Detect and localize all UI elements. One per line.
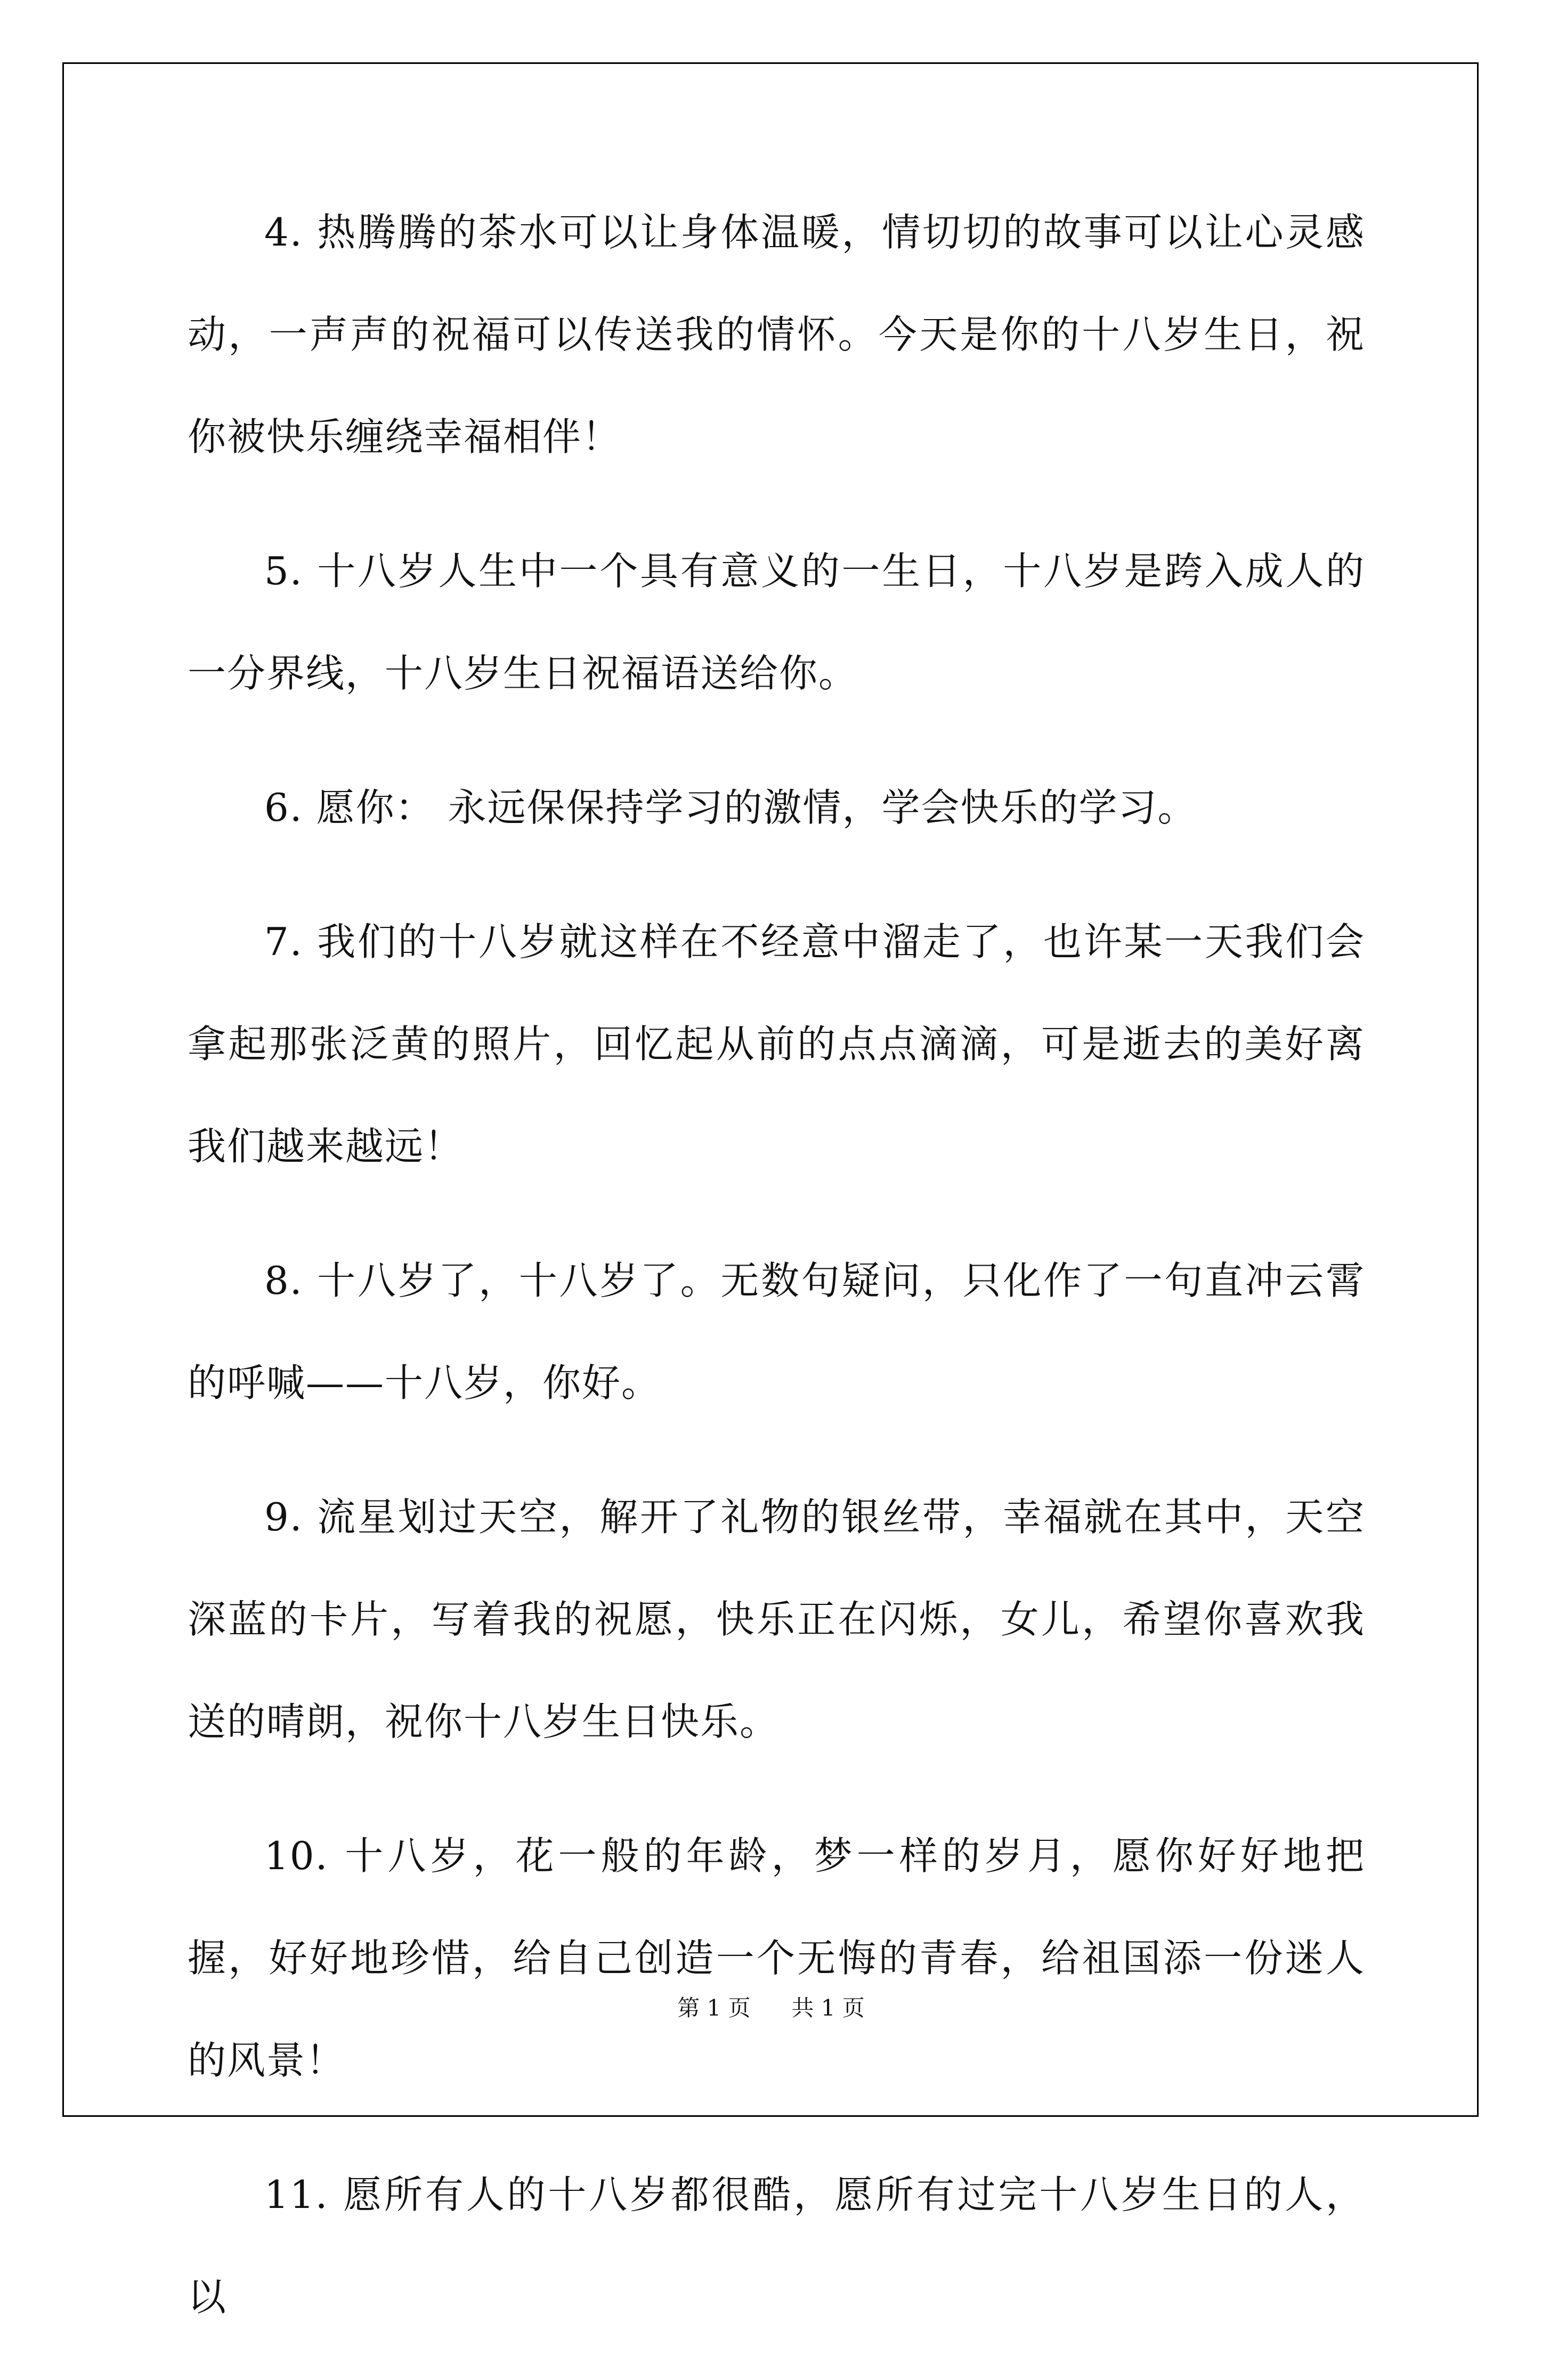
paragraph-5: 5. 十八岁人生中一个具有意义的一生日，十八岁是跨入成人的一分界线，十八岁生日祝福语送给你。: [188, 549, 1365, 696]
document-body: [188, 181, 1365, 2380]
paragraph-11: 11. 愿所有人的十八岁都很酷，愿所有过完十八岁生日的人，以: [188, 2172, 1365, 2319]
page-total: 共 1 页: [791, 1995, 865, 2021]
paragraph-6: 6. 愿你： 永远保保持学习的激情，学会快乐的学习。: [264, 785, 1197, 830]
page-number: 第 1 页: [677, 1995, 751, 2021]
paragraph-9: 9. 流星划过天空，解开了礼物的银丝带，幸福就在其中，天空深蓝的卡片，写着我的祝愿，快乐正在闪烁，女儿，希望你喜欢我送的晴朗，祝你十八岁生日快乐。: [188, 1495, 1365, 1744]
page-footer: [0, 1991, 1542, 2023]
paragraph-10: 10. 十八岁，花一般的年龄，梦一样的岁月，愿你好好地把握，好好地珍惜，给自己创造一个无悔的青春，给祖国添一份迷人的风景！: [188, 1833, 1365, 2083]
paragraph-8: 8. 十八岁了，十八岁了。无数句疑问，只化作了一句直冲云霄的呼喊——十八岁，你好。: [188, 1258, 1365, 1405]
paragraph-7: 7. 我们的十八岁就这样在不经意中溜走了，也许某一天我们会拿起那张泛黄的照片，回忆起从前的点点滴滴，可是逝去的美好离我们越来越远！: [188, 919, 1365, 1169]
paragraph-4: 4. 热腾腾的茶水可以让身体温暖，情切切的故事可以让心灵感动，一声声的祝福可以传送我的情怀。今天是你的十八岁生日，祝你被快乐缠绕幸福相伴！: [188, 210, 1365, 459]
